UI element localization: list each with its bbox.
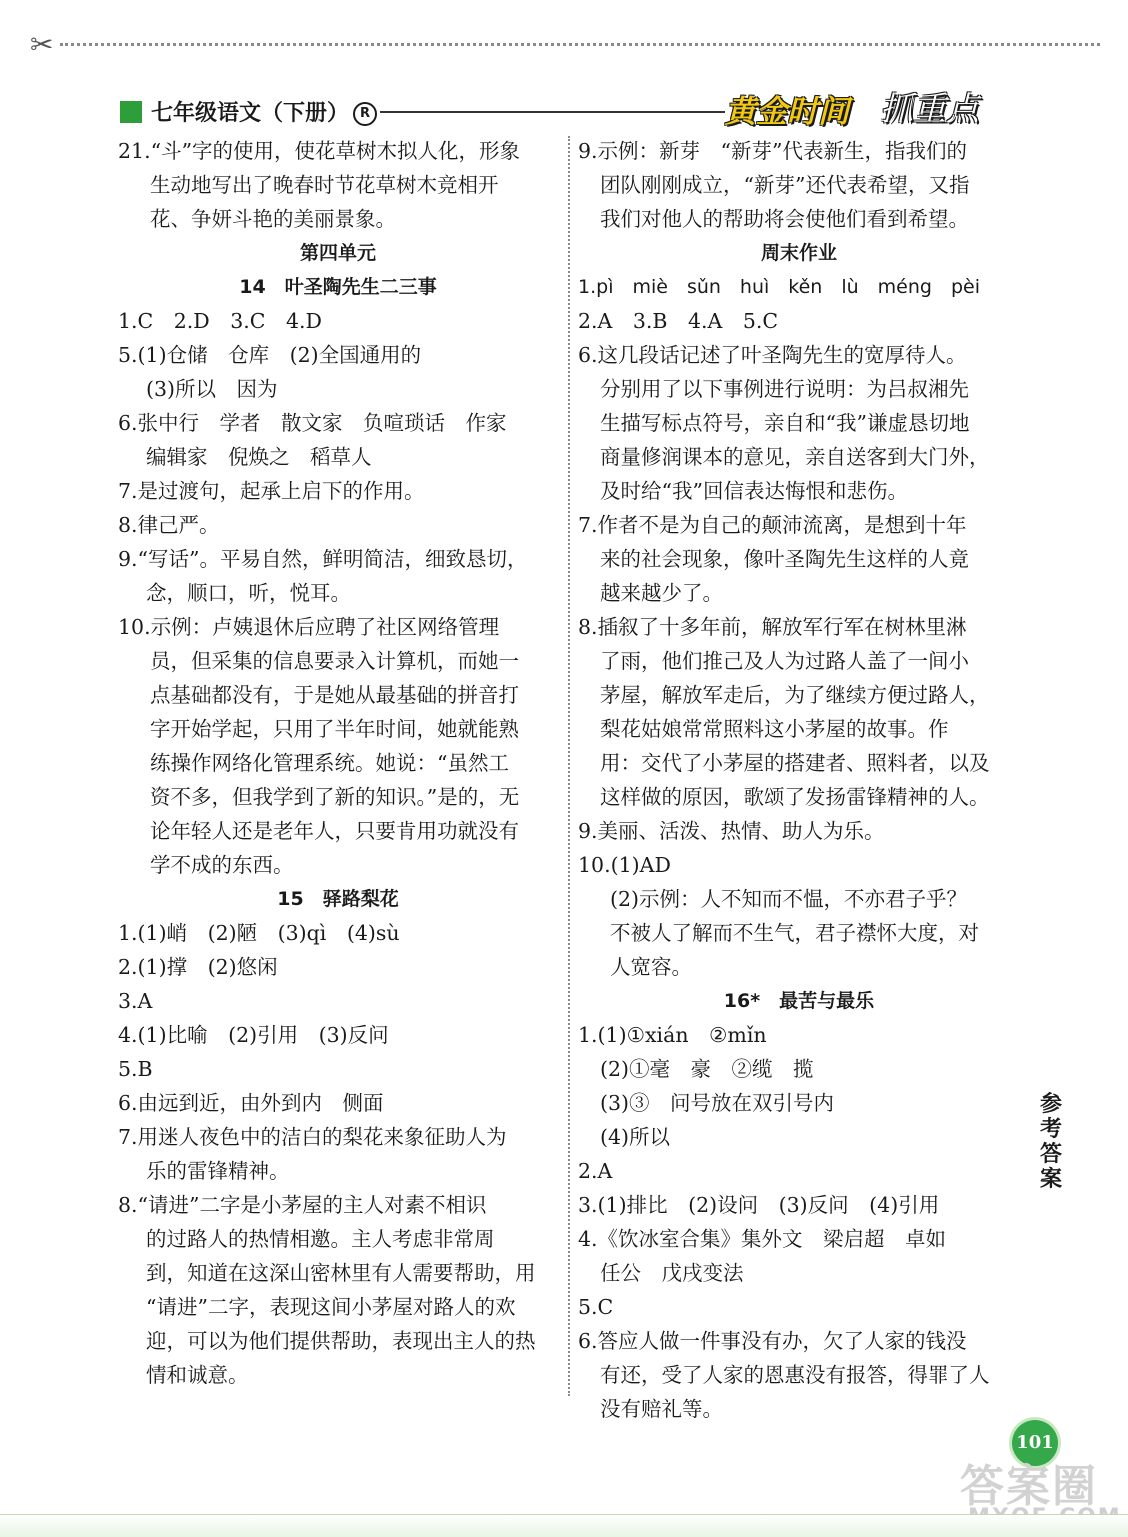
answer-line: 5.C — [578, 1295, 614, 1319]
left-column — [118, 134, 558, 1392]
answer-line: 到，知道在这深山密林里有人需要帮助，用 — [146, 1261, 536, 1285]
answer-line: 4.《饮冰室合集》集外文 梁启超 卓如 — [578, 1227, 947, 1251]
answer-line: 8.律己严。 — [118, 513, 220, 537]
answer-line: 迎，可以为他们提供帮助，表现出主人的热 — [146, 1329, 536, 1353]
answer-line: 1.(1)峭 (2)陋 (3)qì (4)sù — [118, 921, 400, 945]
answer-line: 没有赔礼等。 — [600, 1397, 723, 1421]
answer-line: 的过路人的热情相邀。主人考虑非常周 — [146, 1227, 495, 1251]
page-number: 101 — [1012, 1420, 1058, 1466]
answer-line: (4)所以 — [600, 1125, 671, 1149]
answer-line: 乐的雷锋精神。 — [146, 1159, 290, 1183]
right-column — [578, 134, 1020, 1426]
answer-line: 字开始学起，只用了半年时间，她就能熟 — [150, 717, 519, 741]
answer-line: 练操作网络化管理系统。她说：“虽然工 — [150, 751, 509, 775]
answer-line: 6.由远到近，由外到内 侧面 — [118, 1091, 384, 1115]
answer-line: 1.(1)①xián ②mǐn — [578, 1023, 767, 1047]
answer-line: 编辑家 倪焕之 稻草人 — [146, 445, 372, 469]
answer-line: 7.用迷人夜色中的洁白的梨花来象征助人为 — [118, 1125, 507, 1149]
answer-line: 花、争妍斗艳的美丽景象。 — [150, 207, 396, 231]
answer-line: “请进”二字，表现这间小茅屋对路人的欢 — [146, 1295, 516, 1319]
answer-line: 3.(1)排比 (2)设问 (3)反问 (4)引用 — [578, 1193, 940, 1217]
answer-line: 分别用了以下事例进行说明：为吕叔湘先 — [600, 377, 969, 401]
answer-line: 团队刚刚成立，“新芽”还代表希望，又指 — [600, 173, 970, 197]
answer-line: 10.示例：卢姨退休后应聘了社区网络管理 — [118, 615, 500, 639]
answer-line: 这样做的原因，歌颂了发扬雷锋精神的人。 — [600, 785, 990, 809]
logo-text-primary: 黄金时间 — [725, 94, 849, 130]
answer-line: 10.(1)AD — [578, 853, 671, 877]
brand-logo — [725, 86, 1010, 130]
answer-line: 商量修润课本的意见，亲自送客到大门外， — [600, 445, 990, 469]
answer-line: 9.美丽、活泼、热情、助人为乐。 — [578, 819, 885, 843]
section-heading: 周末作业 — [760, 242, 837, 264]
lesson-heading: 15 驿路梨花 — [277, 888, 399, 910]
answer-line: 人宽容。 — [610, 955, 692, 979]
answer-line: 9.示例：新芽 “新芽”代表新生，指我们的 — [578, 139, 968, 163]
answer-line: 6.张中行 学者 散文家 负喧琐话 作家 — [118, 411, 507, 435]
answer-line: 来的社会现象，像叶圣陶先生这样的人竟 — [600, 547, 969, 571]
answer-line: 用：交代了小茅屋的搭建者、照料者，以及 — [600, 751, 990, 775]
answer-line: 情和诚意。 — [146, 1363, 249, 1387]
answer-line: 4.(1)比喻 (2)引用 (3)反问 — [118, 1023, 389, 1047]
answer-line: 了雨，他们推己及人为过路人盖了一间小 — [600, 649, 969, 673]
answer-line: 点基础都没有，于是她从最基础的拼音打 — [150, 683, 519, 707]
header-marker — [120, 101, 142, 123]
answer-line: 资不多，但我学到了新的知识。”是的，无 — [150, 785, 520, 809]
answer-line: 有还，受了人家的恩惠没有报答，得罪了人 — [600, 1363, 990, 1387]
answer-line: 茅屋，解放军走后，为了继续方便过路人， — [600, 683, 990, 707]
scissors-icon: ✂ — [30, 28, 54, 61]
answer-line: 2.(1)撑 (2)悠闲 — [118, 955, 278, 979]
edition-mark: R — [353, 102, 377, 126]
answer-section-label: 参考答案 — [1039, 1092, 1062, 1192]
answer-line: 6.答应人做一件事没有办，欠了人家的钱没 — [578, 1329, 967, 1353]
header-rule — [380, 111, 725, 113]
answer-line: 2.A — [578, 1159, 613, 1183]
answer-line: 1.C 2.D 3.C 4.D — [118, 309, 322, 333]
answer-line: 梨花姑娘常常照料这小茅屋的故事。作 — [600, 717, 949, 741]
answer-line: (3)所以 因为 — [146, 377, 278, 401]
bottom-band — [0, 1514, 1128, 1537]
cut-line — [60, 43, 1100, 46]
lesson-heading: 14 叶圣陶先生二三事 — [239, 276, 437, 298]
answer-line: (3)③ 问号放在双引号内 — [600, 1091, 835, 1115]
answer-line: 6.这几段话记述了叶圣陶先生的宽厚待人。 — [578, 343, 967, 367]
answer-line: 生动地写出了晚春时节花草树木竞相开 — [150, 173, 499, 197]
answer-line: 1.pì miè sǔn huì kěn lù méng pèi — [578, 276, 980, 298]
answer-line: 2.A 3.B 4.A 5.C — [578, 309, 779, 333]
answer-line: 员，但采集的信息要录入计算机，而她一 — [150, 649, 519, 673]
logo-text-secondary: 抓重点 — [880, 89, 979, 128]
answer-line: 8.插叙了十多年前，解放军行军在树林里淋 — [578, 615, 967, 639]
column-divider — [568, 136, 570, 1396]
answer-line: (2)①毫 豪 ②缆 揽 — [600, 1057, 814, 1081]
answer-line: 7.是过渡句，起承上启下的作用。 — [118, 479, 425, 503]
answer-line: 生描写标点符号，亲自和“我”谦虚恳切地 — [600, 411, 970, 435]
unit-heading: 第四单元 — [299, 242, 376, 264]
answer-line: 学不成的东西。 — [150, 853, 294, 877]
answer-line: 7.作者不是为自己的颠沛流离，是想到十年 — [578, 513, 967, 537]
answer-line: 任公 戊戌变法 — [600, 1261, 744, 1285]
answer-line: (2)示例：人不知而不愠，不亦君子乎？ — [610, 887, 968, 911]
answer-line: 论年轻人还是老年人，只要肯用功就没有 — [150, 819, 519, 843]
answer-line: 5.B — [118, 1057, 153, 1081]
watermark-logo: 答案圈 — [960, 1461, 1098, 1512]
answer-line: 8.“请进”二字是小茅屋的主人对素不相识 — [118, 1193, 487, 1217]
answer-line: 不被人了解而不生气，君子襟怀大度，对 — [610, 921, 979, 945]
answer-line: 越来越少了。 — [600, 581, 723, 605]
answer-line: 3.A — [118, 989, 153, 1013]
answer-line: 念，顺口，听，悦耳。 — [146, 581, 351, 605]
answer-line: 及时给“我”回信表达悔恨和悲伤。 — [600, 479, 908, 503]
lesson-heading: 16* 最苦与最乐 — [723, 990, 875, 1012]
answer-line: 我们对他人的帮助将会使他们看到希望。 — [600, 207, 969, 231]
answer-line: 21.“斗”字的使用，使花草树木拟人化，形象 — [118, 139, 521, 163]
answer-line: 9.“写话”。平易自然，鲜明简洁，细致恳切， — [118, 547, 528, 571]
answer-line: 5.(1)仓储 仓库 (2)全国通用的 — [118, 343, 422, 367]
book-title: 七年级语文（下册） R — [151, 96, 377, 127]
